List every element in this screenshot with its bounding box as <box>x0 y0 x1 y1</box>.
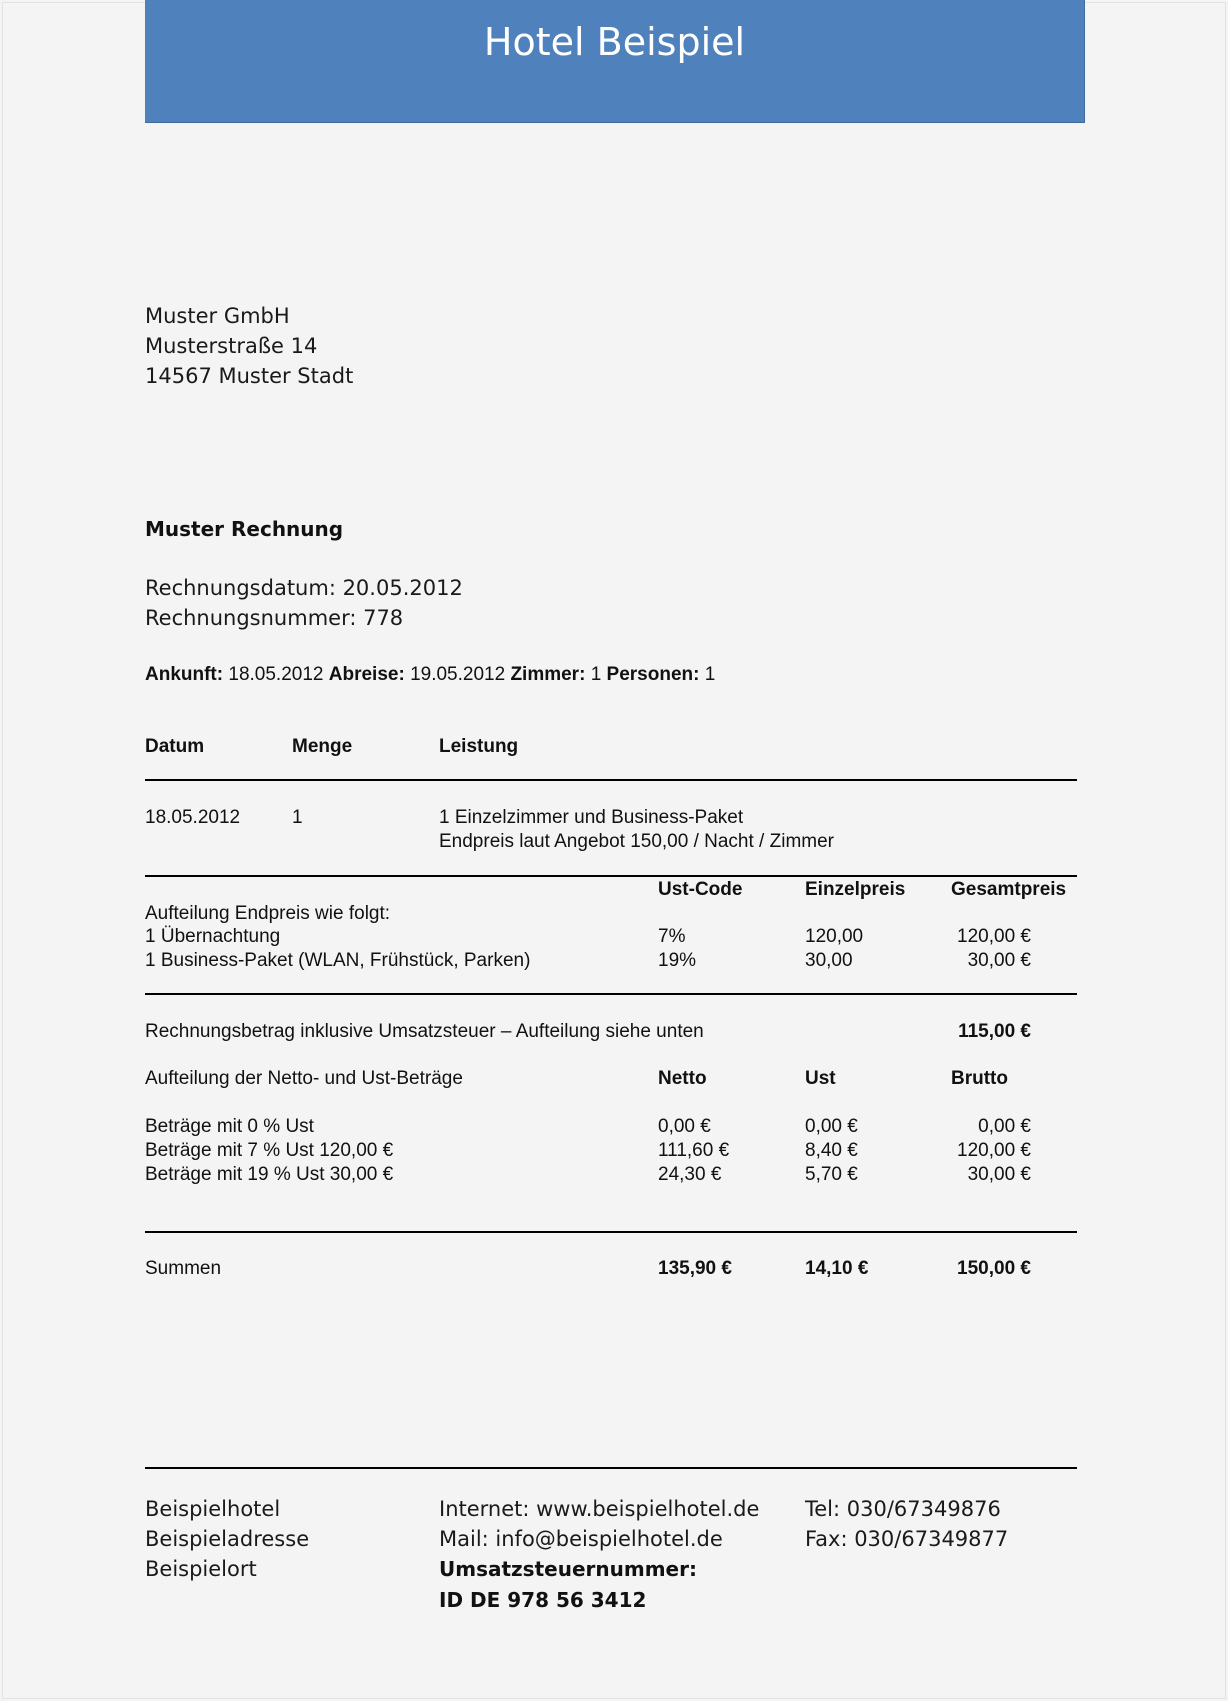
invoice-total-label: Rechnungsbetrag inklusive Umsatzsteuer – Aufteilung siehe unten <box>145 1021 704 1042</box>
col-header-tax: Ust <box>805 1068 836 1089</box>
col-header-qty: Menge <box>292 736 353 757</box>
divider <box>145 779 1077 781</box>
tax-row-net: 0,00 € <box>658 1116 711 1137</box>
breakdown-item-label: 1 Business-Paket (WLAN, Frühstück, Parken) <box>145 950 531 971</box>
departure-value: 19.05.2012 <box>410 664 506 685</box>
invoice-total-value: 115,00 € <box>958 1021 1031 1042</box>
tax-row-gross: 0,00 € <box>978 1116 1031 1137</box>
footer-fax: Fax: 030/67349877 <box>805 1527 1009 1551</box>
tax-split-title: Aufteilung der Netto- und Ust-Beträge <box>145 1068 463 1089</box>
recipient-city: 14567 Muster Stadt <box>145 364 354 388</box>
sums-tax: 14,10 € <box>805 1258 869 1279</box>
sums-label: Summen <box>145 1258 222 1279</box>
col-header-total-price: Gesamtpreis <box>951 879 1067 900</box>
invoice-date: Rechnungsdatum: 20.05.2012 <box>145 576 463 600</box>
sums-gross: 150,00 € <box>957 1258 1031 1279</box>
breakdown-intro: Aufteilung Endpreis wie folgt: <box>145 903 391 924</box>
tax-row-tax: 5,70 € <box>805 1164 858 1185</box>
tax-row-gross: 30,00 € <box>967 1164 1031 1185</box>
rooms-value: 1 <box>590 664 602 685</box>
hotel-title: Hotel Beispiel <box>483 20 746 64</box>
tax-row-label: Beträge mit 19 % Ust 30,00 € <box>145 1164 394 1185</box>
col-header-unit-price: Einzelpreis <box>805 879 906 900</box>
divider <box>145 993 1077 995</box>
item-service-line2: Endpreis laut Angebot 150,00 / Nacht / Zimmer <box>439 831 834 852</box>
col-header-ust-code: Ust-Code <box>658 879 743 900</box>
tax-row-net: 24,30 € <box>658 1164 722 1185</box>
col-header-net: Netto <box>658 1068 707 1089</box>
breakdown-item-label: 1 Übernachtung <box>145 926 281 947</box>
item-service-line1: 1 Einzelzimmer und Business-Paket <box>439 807 744 828</box>
tax-row-label: Beträge mit 0 % Ust <box>145 1116 314 1137</box>
breakdown-item-unit: 30,00 <box>805 950 853 971</box>
recipient-street: Musterstraße 14 <box>145 334 318 358</box>
footer-phone: Tel: 030/67349876 <box>805 1497 1001 1521</box>
item-date: 18.05.2012 <box>145 807 241 828</box>
sums-net: 135,90 € <box>658 1258 732 1279</box>
item-qty: 1 <box>292 807 303 828</box>
arrival-label: Ankunft: <box>145 664 224 685</box>
breakdown-item-unit: 120,00 <box>805 926 864 947</box>
persons-value: 1 <box>704 664 716 685</box>
recipient-company: Muster GmbH <box>145 304 290 328</box>
arrival-value: 18.05.2012 <box>228 664 324 685</box>
col-header-gross: Brutto <box>951 1068 1008 1089</box>
stay-info <box>145 664 715 686</box>
persons-label: Personen: <box>606 664 700 685</box>
footer-divider <box>145 1467 1077 1469</box>
footer-email-link[interactable]: Mail: info@beispielhotel.de <box>439 1527 723 1551</box>
col-header-date: Datum <box>145 736 205 757</box>
footer-website-link[interactable]: Internet: www.beispielhotel.de <box>439 1497 760 1521</box>
col-header-service: Leistung <box>439 736 519 757</box>
footer-hotel-name: Beispielhotel <box>145 1497 281 1521</box>
breakdown-item-code: 19% <box>658 950 697 971</box>
hotel-header-banner <box>145 0 1085 123</box>
footer-hotel-address: Beispieladresse <box>145 1527 310 1551</box>
breakdown-item-code: 7% <box>658 926 686 947</box>
tax-row-tax: 8,40 € <box>805 1140 858 1161</box>
invoice-title: Muster Rechnung <box>145 517 344 541</box>
rooms-label: Zimmer: <box>510 664 586 685</box>
invoice-number: Rechnungsnummer: 778 <box>145 606 404 630</box>
divider <box>145 1231 1077 1233</box>
departure-label: Abreise: <box>328 664 405 685</box>
footer-vat-label: Umsatzsteuernummer: <box>439 1557 697 1581</box>
breakdown-item-total: 30,00 € <box>967 950 1031 971</box>
tax-row-label: Beträge mit 7 % Ust 120,00 € <box>145 1140 394 1161</box>
divider <box>145 875 1077 877</box>
tax-row-tax: 0,00 € <box>805 1116 858 1137</box>
footer-hotel-city: Beispielort <box>145 1557 257 1581</box>
footer-vat-id: ID DE 978 56 3412 <box>439 1588 647 1612</box>
tax-row-gross: 120,00 € <box>957 1140 1031 1161</box>
breakdown-item-total: 120,00 € <box>957 926 1031 947</box>
tax-row-net: 111,60 € <box>658 1140 730 1161</box>
